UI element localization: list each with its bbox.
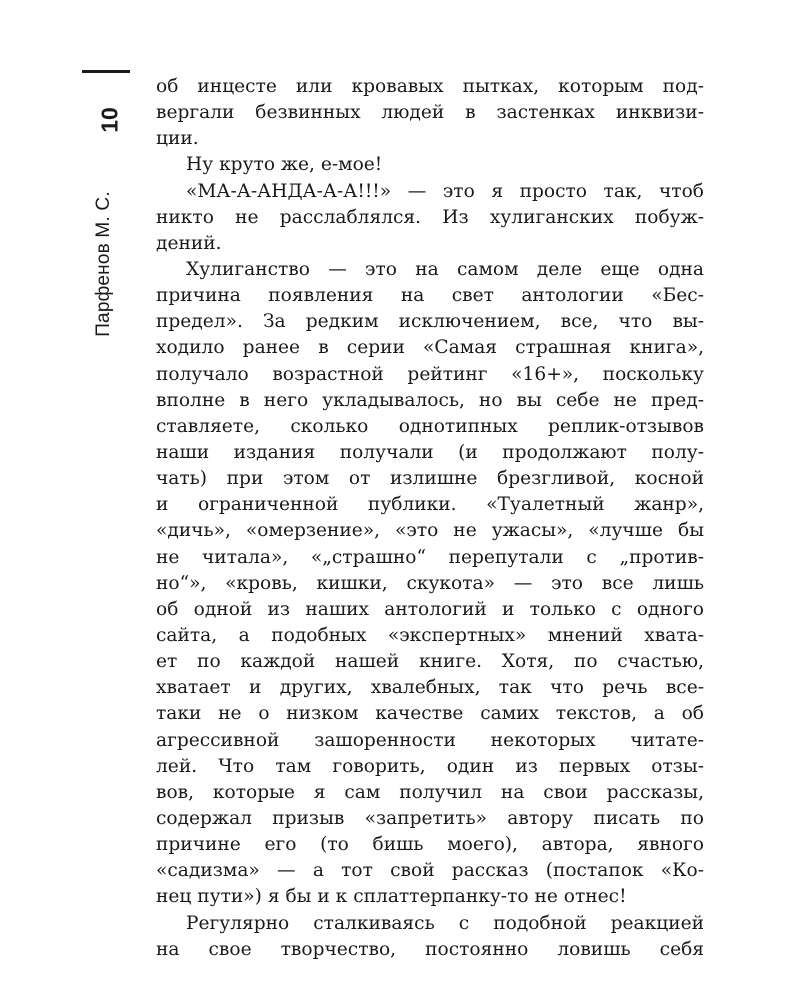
body-text [156, 74, 704, 963]
text-line: наши издания получали (и продолжают полу- [156, 441, 704, 463]
text-line: вов, которые я сам получил на свои рассказы, [156, 781, 704, 803]
text-line: об одной из наших антологий и только с одного [156, 598, 704, 620]
paragraph [156, 911, 704, 963]
text-line: причине его (то бишь моего), автора, явного [156, 834, 704, 856]
paragraph [156, 257, 704, 911]
text-line: «дичь», «омерзение», «это не ужасы», «лучше бы [156, 520, 704, 542]
text-line: причина появления на свет антологии «Бес- [156, 285, 704, 307]
text-line: но“», «кровь, кишки, скукота» — это все лишь [156, 572, 704, 594]
text-line: «садизма» — а тот свой рассказ (постапок «Ко- [156, 860, 704, 882]
text-line: и ограниченной публики. «Туалетный жанр», [156, 494, 704, 516]
paragraph [156, 74, 704, 152]
text-line: вергали безвинных людей в застенках инквизи- [156, 102, 704, 124]
text-line: получало возрастной рейтинг «16+», поскольку [156, 363, 704, 385]
text-line: никто не расслаблялся. Из хулиганских побуж- [156, 206, 704, 228]
text-line: дений. [156, 232, 222, 254]
header-rule [82, 70, 130, 73]
text-line: агрессивной зашоренности некоторых читате- [156, 729, 704, 751]
text-line: ставляете, сколько однотипных реплик-отзывов [156, 415, 704, 437]
text-line: Хулиганство — это на самом деле еще одна [186, 258, 704, 280]
text-line: лей. Что там говорить, один из первых отзы- [156, 755, 704, 777]
text-line: таки не о низком качестве самих текстов, а об [156, 703, 704, 725]
page-number: 10 [96, 107, 123, 133]
text-line: ходило ранее в серии «Самая страшная книга», [156, 337, 704, 359]
text-line: хватает и других, хвалебных, так что речь все- [156, 677, 704, 699]
text-line: Регулярно сталкиваясь с подобной реакцией [186, 912, 704, 934]
text-line: ции. [156, 128, 199, 150]
text-line: «МА-А-АНДА-А-А!!!» — это я просто так, чтоб [186, 180, 704, 202]
text-line: не читала», «„страшно“ перепутали с „против- [156, 546, 704, 568]
paragraph [156, 152, 704, 178]
text-line: Ну круто же, е-мое! [186, 154, 383, 176]
text-line: предел». За редким исключением, все, что вы- [156, 311, 704, 333]
text-line: сайта, а подобных «экспертных» мнений хвата- [156, 624, 704, 646]
running-head-author: Парфенов М. С. [93, 191, 114, 337]
text-line: содержал призыв «запретить» автору писать по [156, 807, 704, 829]
text-line: нец пути») я бы и к сплаттерпанку-то не отнес! [156, 886, 627, 908]
text-line: чать) при этом от излишне брезгливой, косной [156, 468, 704, 490]
text-line: об инцесте или кровавых пытках, которым под- [156, 76, 704, 97]
text-line: на свое творчество, постоянно ловишь себя [156, 938, 704, 960]
text-line: вполне в него укладывалось, но вы себе не пред- [156, 389, 704, 411]
text-line: ет по каждой нашей книге. Хотя, по счастью, [156, 651, 704, 673]
paragraph [156, 179, 704, 257]
